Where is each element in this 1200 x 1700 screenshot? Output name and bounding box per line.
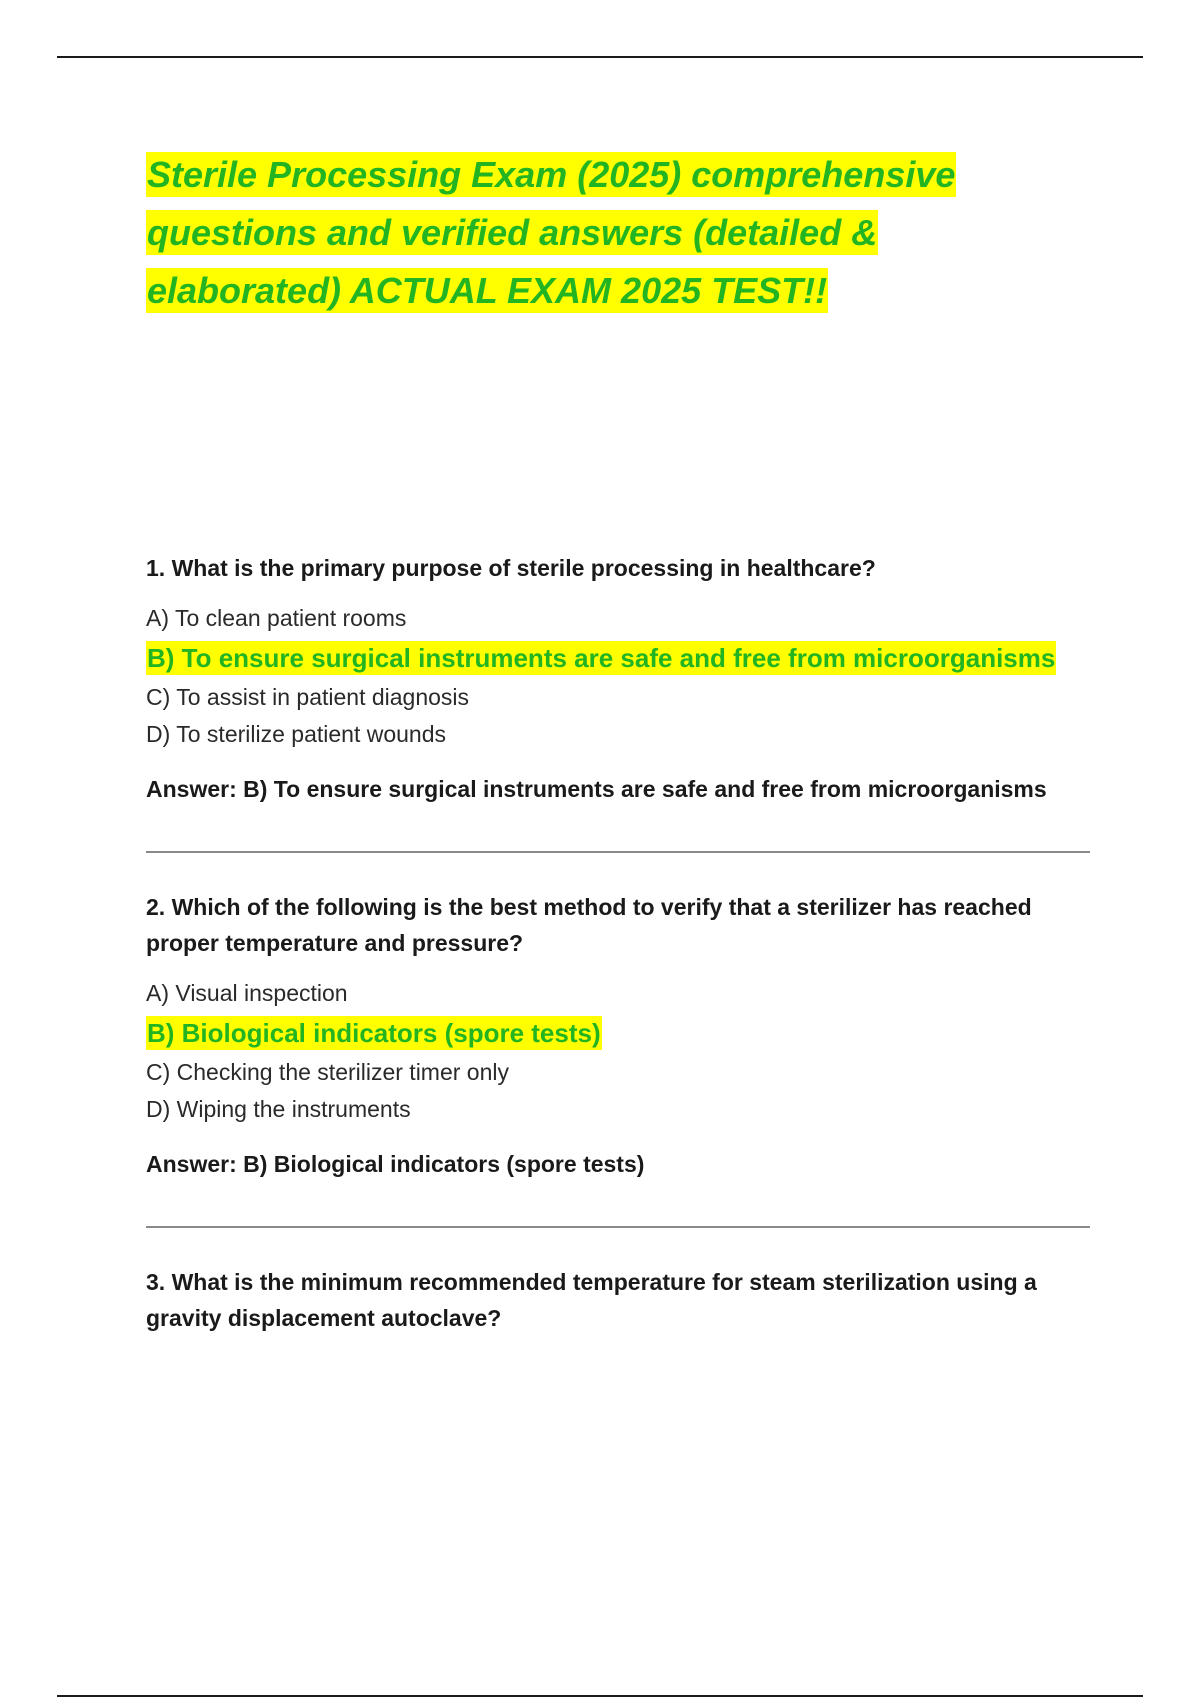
document-title-highlight: Sterile Processing Exam (2025) comprehensive questions and verified answers (detailed & elaborated) ACTUAL EXAM 2025 TEST!! — [147, 154, 956, 311]
option-b-correct — [146, 1012, 1096, 1054]
option-c: C) To assist in patient diagnosis — [146, 684, 470, 710]
answer-text: Answer: B) Biological indicators (spore tests) — [146, 1151, 645, 1177]
question-text: 3. What is the minimum recommended temperature for steam sterilization using a gravity displacement autoclave? — [146, 1269, 1037, 1331]
option-c: C) Checking the sterilizer timer only — [146, 1059, 510, 1085]
correct-option-highlight: B) To ensure surgical instruments are safe and free from microorganisms — [147, 643, 1056, 673]
bottom-rule — [57, 1695, 1143, 1697]
question-divider — [146, 851, 1090, 853]
option-a: A) Visual inspection — [146, 980, 348, 1006]
option-a: A) To clean patient rooms — [146, 605, 407, 631]
option-d: D) Wiping the instruments — [146, 1096, 411, 1122]
question-3 — [146, 1264, 1096, 1336]
question-divider — [146, 1226, 1090, 1228]
question-1 — [146, 550, 1096, 807]
option-b-correct — [146, 637, 1096, 679]
answer-text: Answer: B) To ensure surgical instruments are safe and free from microorganisms — [146, 776, 1047, 802]
page-content — [146, 146, 1096, 1350]
question-2 — [146, 889, 1096, 1182]
question-text: 2. Which of the following is the best method to verify that a sterilizer has reached proper temperature and pressure? — [146, 894, 1032, 956]
correct-option-highlight: B) Biological indicators (spore tests) — [147, 1018, 601, 1048]
option-list — [146, 975, 1096, 1128]
top-rule — [57, 56, 1143, 58]
document-title — [146, 146, 1026, 320]
question-text: 1. What is the primary purpose of sterile processing in healthcare? — [146, 555, 876, 581]
option-list — [146, 600, 1096, 753]
question-list — [146, 550, 1096, 1336]
option-d: D) To sterilize patient wounds — [146, 721, 446, 747]
